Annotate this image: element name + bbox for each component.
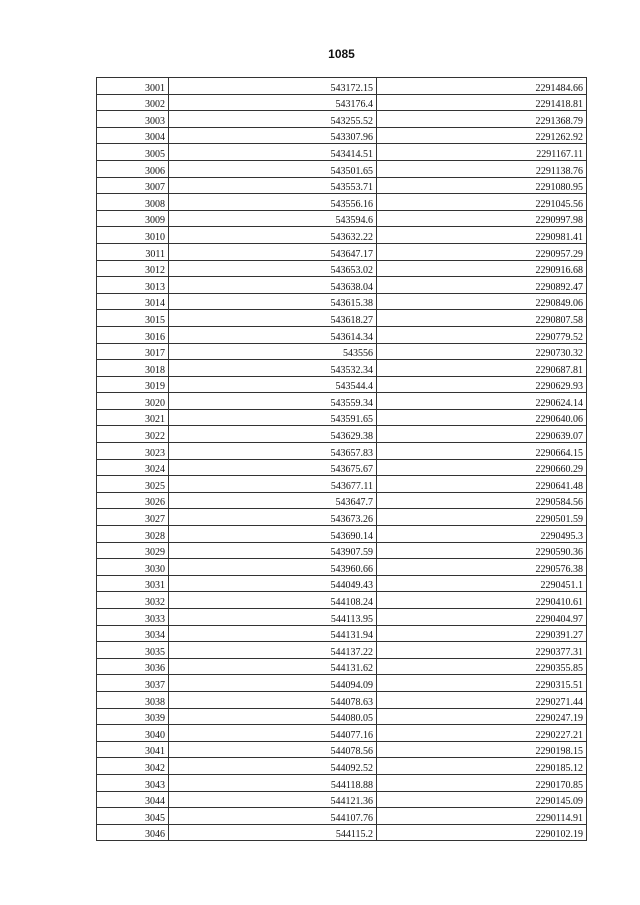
table-row	[97, 592, 587, 609]
y-coordinate-cell: 2291138.76	[377, 160, 587, 177]
table-row	[97, 642, 587, 659]
y-coordinate-cell: 2290640.06	[377, 409, 587, 426]
y-coordinate-cell: 2290227.21	[377, 725, 587, 742]
x-coordinate-cell: 543255.52	[169, 111, 377, 128]
point-number-cell: 3003	[97, 111, 169, 128]
x-coordinate-cell: 544108.24	[169, 592, 377, 609]
table-row	[97, 526, 587, 543]
point-number-cell: 3045	[97, 808, 169, 825]
y-coordinate-cell: 2290145.09	[377, 791, 587, 808]
point-number-cell: 3037	[97, 675, 169, 692]
y-coordinate-cell: 2290451.1	[377, 575, 587, 592]
point-number-cell: 3022	[97, 426, 169, 443]
point-number-cell: 3036	[97, 658, 169, 675]
table-row	[97, 426, 587, 443]
x-coordinate-cell: 543594.6	[169, 210, 377, 227]
x-coordinate-cell: 543653.02	[169, 260, 377, 277]
x-coordinate-cell: 544131.62	[169, 658, 377, 675]
point-number-cell: 3008	[97, 194, 169, 211]
y-coordinate-cell: 2290892.47	[377, 277, 587, 294]
x-coordinate-cell: 544121.36	[169, 791, 377, 808]
x-coordinate-cell: 543675.67	[169, 459, 377, 476]
table-row	[97, 111, 587, 128]
table-row	[97, 310, 587, 327]
point-number-cell: 3006	[97, 160, 169, 177]
x-coordinate-cell: 543638.04	[169, 277, 377, 294]
table-row	[97, 277, 587, 294]
y-coordinate-cell: 2290247.19	[377, 708, 587, 725]
x-coordinate-cell: 543556.16	[169, 194, 377, 211]
table-row	[97, 94, 587, 111]
x-coordinate-cell: 543690.14	[169, 526, 377, 543]
table-row	[97, 160, 587, 177]
point-number-cell: 3033	[97, 609, 169, 626]
y-coordinate-cell: 2290807.58	[377, 310, 587, 327]
table-row	[97, 691, 587, 708]
x-coordinate-cell: 544078.63	[169, 691, 377, 708]
y-coordinate-cell: 2290730.32	[377, 343, 587, 360]
table-row	[97, 609, 587, 626]
x-coordinate-cell: 543677.11	[169, 476, 377, 493]
table-row	[97, 343, 587, 360]
point-number-cell: 3001	[97, 78, 169, 95]
y-coordinate-cell: 2290641.48	[377, 476, 587, 493]
y-coordinate-cell: 2291080.95	[377, 177, 587, 194]
point-number-cell: 3035	[97, 642, 169, 659]
point-number-cell: 3004	[97, 127, 169, 144]
table-row	[97, 409, 587, 426]
y-coordinate-cell: 2290495.3	[377, 526, 587, 543]
table-row	[97, 144, 587, 161]
x-coordinate-cell: 543673.26	[169, 509, 377, 526]
y-coordinate-cell: 2290590.36	[377, 542, 587, 559]
point-number-cell: 3002	[97, 94, 169, 111]
table-row	[97, 658, 587, 675]
table-row	[97, 177, 587, 194]
point-number-cell: 3018	[97, 360, 169, 377]
table-row	[97, 791, 587, 808]
table-row	[97, 210, 587, 227]
table-row	[97, 725, 587, 742]
table-row	[97, 509, 587, 526]
x-coordinate-cell: 543556	[169, 343, 377, 360]
point-number-cell: 3040	[97, 725, 169, 742]
table-row	[97, 758, 587, 775]
y-coordinate-cell: 2290404.97	[377, 609, 587, 626]
y-coordinate-cell: 2290997.98	[377, 210, 587, 227]
table-row	[97, 741, 587, 758]
table-row	[97, 243, 587, 260]
y-coordinate-cell: 2291167.11	[377, 144, 587, 161]
point-number-cell: 3034	[97, 625, 169, 642]
point-number-cell: 3016	[97, 326, 169, 343]
y-coordinate-cell: 2290660.29	[377, 459, 587, 476]
table-row	[97, 376, 587, 393]
x-coordinate-cell: 544137.22	[169, 642, 377, 659]
y-coordinate-cell: 2291262.92	[377, 127, 587, 144]
page-number: 1085	[328, 47, 355, 61]
table-row	[97, 260, 587, 277]
point-number-cell: 3030	[97, 559, 169, 576]
coordinates-table-body	[97, 78, 587, 841]
x-coordinate-cell: 543532.34	[169, 360, 377, 377]
y-coordinate-cell: 2291045.56	[377, 194, 587, 211]
y-coordinate-cell: 2290639.07	[377, 426, 587, 443]
y-coordinate-cell: 2290114.91	[377, 808, 587, 825]
point-number-cell: 3017	[97, 343, 169, 360]
x-coordinate-cell: 543307.96	[169, 127, 377, 144]
y-coordinate-cell: 2290916.68	[377, 260, 587, 277]
point-number-cell: 3041	[97, 741, 169, 758]
y-coordinate-cell: 2290849.06	[377, 293, 587, 310]
point-number-cell: 3014	[97, 293, 169, 310]
x-coordinate-cell: 544118.88	[169, 774, 377, 791]
y-coordinate-cell: 2290779.52	[377, 326, 587, 343]
x-coordinate-cell: 544107.76	[169, 808, 377, 825]
x-coordinate-cell: 544131.94	[169, 625, 377, 642]
table-row	[97, 708, 587, 725]
table-row	[97, 293, 587, 310]
point-number-cell: 3009	[97, 210, 169, 227]
point-number-cell: 3032	[97, 592, 169, 609]
y-coordinate-cell: 2290271.44	[377, 691, 587, 708]
point-number-cell: 3046	[97, 824, 169, 841]
point-number-cell: 3039	[97, 708, 169, 725]
table-row	[97, 459, 587, 476]
x-coordinate-cell: 543907.59	[169, 542, 377, 559]
point-number-cell: 3015	[97, 310, 169, 327]
point-number-cell: 3010	[97, 227, 169, 244]
x-coordinate-cell: 544077.16	[169, 725, 377, 742]
point-number-cell: 3028	[97, 526, 169, 543]
x-coordinate-cell: 543544.4	[169, 376, 377, 393]
point-number-cell: 3021	[97, 409, 169, 426]
y-coordinate-cell: 2290170.85	[377, 774, 587, 791]
table-row	[97, 443, 587, 460]
table-row	[97, 476, 587, 493]
table-row	[97, 78, 587, 95]
table-row	[97, 808, 587, 825]
x-coordinate-cell: 543647.17	[169, 243, 377, 260]
y-coordinate-cell: 2291368.79	[377, 111, 587, 128]
point-number-cell: 3031	[97, 575, 169, 592]
y-coordinate-cell: 2290315.51	[377, 675, 587, 692]
x-coordinate-cell: 543414.51	[169, 144, 377, 161]
table-row	[97, 675, 587, 692]
coordinates-table	[96, 77, 587, 841]
table-row	[97, 127, 587, 144]
y-coordinate-cell: 2290957.29	[377, 243, 587, 260]
point-number-cell: 3012	[97, 260, 169, 277]
y-coordinate-cell: 2290981.41	[377, 227, 587, 244]
y-coordinate-cell: 2290102.19	[377, 824, 587, 841]
point-number-cell: 3038	[97, 691, 169, 708]
x-coordinate-cell: 543647.7	[169, 492, 377, 509]
x-coordinate-cell: 543501.65	[169, 160, 377, 177]
y-coordinate-cell: 2290355.85	[377, 658, 587, 675]
x-coordinate-cell: 544094.09	[169, 675, 377, 692]
table-row	[97, 542, 587, 559]
x-coordinate-cell: 543618.27	[169, 310, 377, 327]
y-coordinate-cell: 2290687.81	[377, 360, 587, 377]
point-number-cell: 3011	[97, 243, 169, 260]
y-coordinate-cell: 2291484.66	[377, 78, 587, 95]
table-row	[97, 194, 587, 211]
x-coordinate-cell: 544078.56	[169, 741, 377, 758]
table-row	[97, 227, 587, 244]
table-row	[97, 393, 587, 410]
point-number-cell: 3043	[97, 774, 169, 791]
table-row	[97, 824, 587, 841]
x-coordinate-cell: 544080.05	[169, 708, 377, 725]
y-coordinate-cell: 2290576.38	[377, 559, 587, 576]
x-coordinate-cell: 543176.4	[169, 94, 377, 111]
point-number-cell: 3023	[97, 443, 169, 460]
y-coordinate-cell: 2290410.61	[377, 592, 587, 609]
x-coordinate-cell: 544049.43	[169, 575, 377, 592]
x-coordinate-cell: 543559.34	[169, 393, 377, 410]
x-coordinate-cell: 543657.83	[169, 443, 377, 460]
y-coordinate-cell: 2291418.81	[377, 94, 587, 111]
point-number-cell: 3029	[97, 542, 169, 559]
y-coordinate-cell: 2290391.27	[377, 625, 587, 642]
x-coordinate-cell: 543960.66	[169, 559, 377, 576]
x-coordinate-cell: 543632.22	[169, 227, 377, 244]
table-row	[97, 575, 587, 592]
point-number-cell: 3027	[97, 509, 169, 526]
point-number-cell: 3044	[97, 791, 169, 808]
point-number-cell: 3007	[97, 177, 169, 194]
y-coordinate-cell: 2290584.56	[377, 492, 587, 509]
point-number-cell: 3019	[97, 376, 169, 393]
point-number-cell: 3013	[97, 277, 169, 294]
y-coordinate-cell: 2290629.93	[377, 376, 587, 393]
point-number-cell: 3026	[97, 492, 169, 509]
table-row	[97, 360, 587, 377]
x-coordinate-cell: 543615.38	[169, 293, 377, 310]
y-coordinate-cell: 2290377.31	[377, 642, 587, 659]
y-coordinate-cell: 2290501.59	[377, 509, 587, 526]
y-coordinate-cell: 2290624.14	[377, 393, 587, 410]
table-row	[97, 492, 587, 509]
y-coordinate-cell: 2290185.12	[377, 758, 587, 775]
x-coordinate-cell: 543591.65	[169, 409, 377, 426]
point-number-cell: 3042	[97, 758, 169, 775]
point-number-cell: 3020	[97, 393, 169, 410]
y-coordinate-cell: 2290664.15	[377, 443, 587, 460]
table-row	[97, 559, 587, 576]
point-number-cell: 3024	[97, 459, 169, 476]
x-coordinate-cell: 544113.95	[169, 609, 377, 626]
table-row	[97, 326, 587, 343]
table-row	[97, 774, 587, 791]
x-coordinate-cell: 543614.34	[169, 326, 377, 343]
x-coordinate-cell: 544115.2	[169, 824, 377, 841]
point-number-cell: 3025	[97, 476, 169, 493]
point-number-cell: 3005	[97, 144, 169, 161]
y-coordinate-cell: 2290198.15	[377, 741, 587, 758]
x-coordinate-cell: 543172.15	[169, 78, 377, 95]
x-coordinate-cell: 544092.52	[169, 758, 377, 775]
table-row	[97, 625, 587, 642]
x-coordinate-cell: 543553.71	[169, 177, 377, 194]
x-coordinate-cell: 543629.38	[169, 426, 377, 443]
